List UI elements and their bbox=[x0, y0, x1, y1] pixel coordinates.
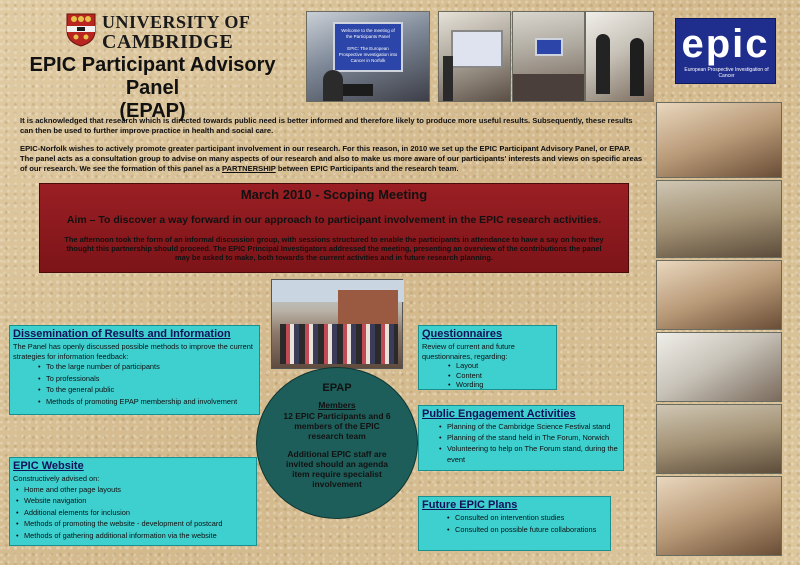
page-title-line2: (EPAP) bbox=[119, 100, 186, 122]
dissemination-box bbox=[9, 325, 260, 415]
list-item: • Planning of the stand held in The Forum, Norwich bbox=[447, 432, 619, 443]
page-title-line1: EPIC Participant Advisory Panel bbox=[29, 54, 276, 99]
intro-text bbox=[20, 116, 645, 182]
list-item: • Methods of gathering additional information via the website bbox=[24, 530, 256, 542]
university-line2: CAMBRIDGE bbox=[102, 31, 234, 53]
meeting-photo-4 bbox=[585, 11, 654, 102]
future-plans-box bbox=[418, 496, 611, 551]
university-wordmark bbox=[102, 12, 250, 52]
epap-circle bbox=[256, 367, 418, 519]
scoping-meeting-banner bbox=[39, 183, 629, 273]
list-item: • Content bbox=[456, 371, 556, 381]
list-item: • Volunteering to help on The Forum stand, during the event bbox=[447, 443, 619, 465]
side-photo-4 bbox=[656, 332, 782, 402]
list-item: • Methods of promoting EPAP membership and involvement bbox=[46, 396, 259, 408]
list-item: • Planning of the Cambridge Science Festival stand bbox=[447, 421, 619, 432]
intro-p2-after: between EPIC Participants and the research team. bbox=[275, 164, 459, 173]
intro-p2-before: EPIC-Norfolk wishes to actively promote greater participant involvement in our research. For this reason, in 2010 we set up the EPIC Participant Advisory Panel, or EPAP. The panel acts as a consultation group to advise on many aspects of our research and also to make us more aware of our participants' interests and views on specific areas of our research. We see the formation of this panel as a bbox=[20, 144, 643, 173]
side-photo-1 bbox=[656, 102, 782, 178]
future-plans-list bbox=[419, 512, 610, 535]
list-item: • Wording bbox=[456, 380, 556, 390]
banner-aim: Aim – To discover a way forward in our approach to participant involvement in the EPIC research activities. bbox=[66, 214, 602, 226]
side-photo-2 bbox=[656, 180, 782, 258]
meeting-photo-1 bbox=[306, 11, 430, 102]
epic-logo-word: epic bbox=[681, 22, 770, 66]
list-item: • Methods of promoting the website - development of postcard bbox=[24, 518, 256, 530]
list-item: • Consulted on possible future collaborations bbox=[455, 524, 606, 536]
public-engagement-title: Public Engagement Activities bbox=[422, 408, 576, 420]
intro-paragraph-2 bbox=[20, 144, 645, 174]
public-engagement-list bbox=[419, 421, 623, 465]
group-photo bbox=[271, 279, 403, 369]
banner-body: The afternoon took the form of an informal discussion group, with sessions structured to enable the participants in attendance to have a say on how they thought this partnership should proceed. The EPIC Principal Investigators addressed the meeting, presenting an overview of the contributions the panel may be asked to make, both towards the current activities and in future research planning. bbox=[64, 235, 604, 262]
dissemination-list bbox=[10, 361, 259, 407]
questionnaires-title: Questionnaires bbox=[422, 328, 503, 340]
screen-text-2: EPIC: The European Prospective Investigation into Cancer in Norfolk bbox=[338, 46, 398, 63]
meeting-photo-3 bbox=[512, 11, 585, 102]
cambridge-crest-icon bbox=[66, 13, 96, 47]
university-line1: UNIVERSITY OF bbox=[102, 12, 251, 32]
projector-screen bbox=[333, 22, 403, 72]
epap-title: EPAP bbox=[322, 382, 352, 394]
list-item: • Website navigation bbox=[24, 495, 256, 507]
list-item: • To the large number of participants bbox=[46, 361, 259, 373]
epic-logo-subtitle: European Prospective Investigation of Cancer bbox=[684, 67, 769, 79]
future-plans-title: Future EPIC Plans bbox=[422, 499, 518, 511]
intro-paragraph-1: It is acknowledged that research which is directed towards public need is better informed and therefore likely to produce more useful results. Subsequently, these results can then be used to further improve practice in health and social care. bbox=[20, 116, 633, 135]
side-photo-3 bbox=[656, 260, 782, 330]
screen-text: Welcome to the meeting of the Participants Panel bbox=[341, 28, 395, 39]
list-item: • To professionals bbox=[46, 373, 259, 385]
list-item: • To the general public bbox=[46, 384, 259, 396]
questionnaires-box bbox=[418, 325, 557, 390]
intro-partnership: PARTNERSHIP bbox=[222, 164, 276, 173]
side-photo-5 bbox=[656, 404, 782, 474]
website-lead: Constructively advised on: bbox=[13, 474, 100, 483]
website-list bbox=[10, 484, 256, 542]
epap-members-text: 12 EPIC Participants and 6 members of the EPIC research team bbox=[283, 411, 391, 441]
page-title bbox=[20, 54, 285, 123]
list-item: • Additional elements for inclusion bbox=[24, 507, 256, 519]
side-photo-6 bbox=[656, 476, 782, 556]
banner-heading: March 2010 - Scoping Meeting bbox=[240, 187, 428, 202]
website-title: EPIC Website bbox=[13, 460, 84, 472]
meeting-photo-2 bbox=[438, 11, 511, 102]
list-item: • Consulted on intervention studies bbox=[455, 512, 606, 524]
list-item: • Layout bbox=[456, 361, 556, 371]
public-engagement-box bbox=[418, 405, 624, 471]
questionnaires-lead: Review of current and future questionnaires, regarding: bbox=[422, 342, 515, 361]
website-box bbox=[9, 457, 257, 546]
epap-staff-text: Additional EPIC staff are invited should an agenda item require specialist involvement bbox=[285, 449, 388, 489]
dissemination-title: Dissemination of Results and Information bbox=[13, 328, 231, 340]
epap-members-label: Members bbox=[318, 400, 356, 410]
epic-logo bbox=[675, 18, 776, 84]
dissemination-lead: The Panel has openly discussed possible methods to improve the current strategies for information feedback: bbox=[13, 342, 253, 361]
list-item: • Home and other page layouts bbox=[24, 484, 256, 496]
questionnaires-list bbox=[419, 361, 556, 390]
